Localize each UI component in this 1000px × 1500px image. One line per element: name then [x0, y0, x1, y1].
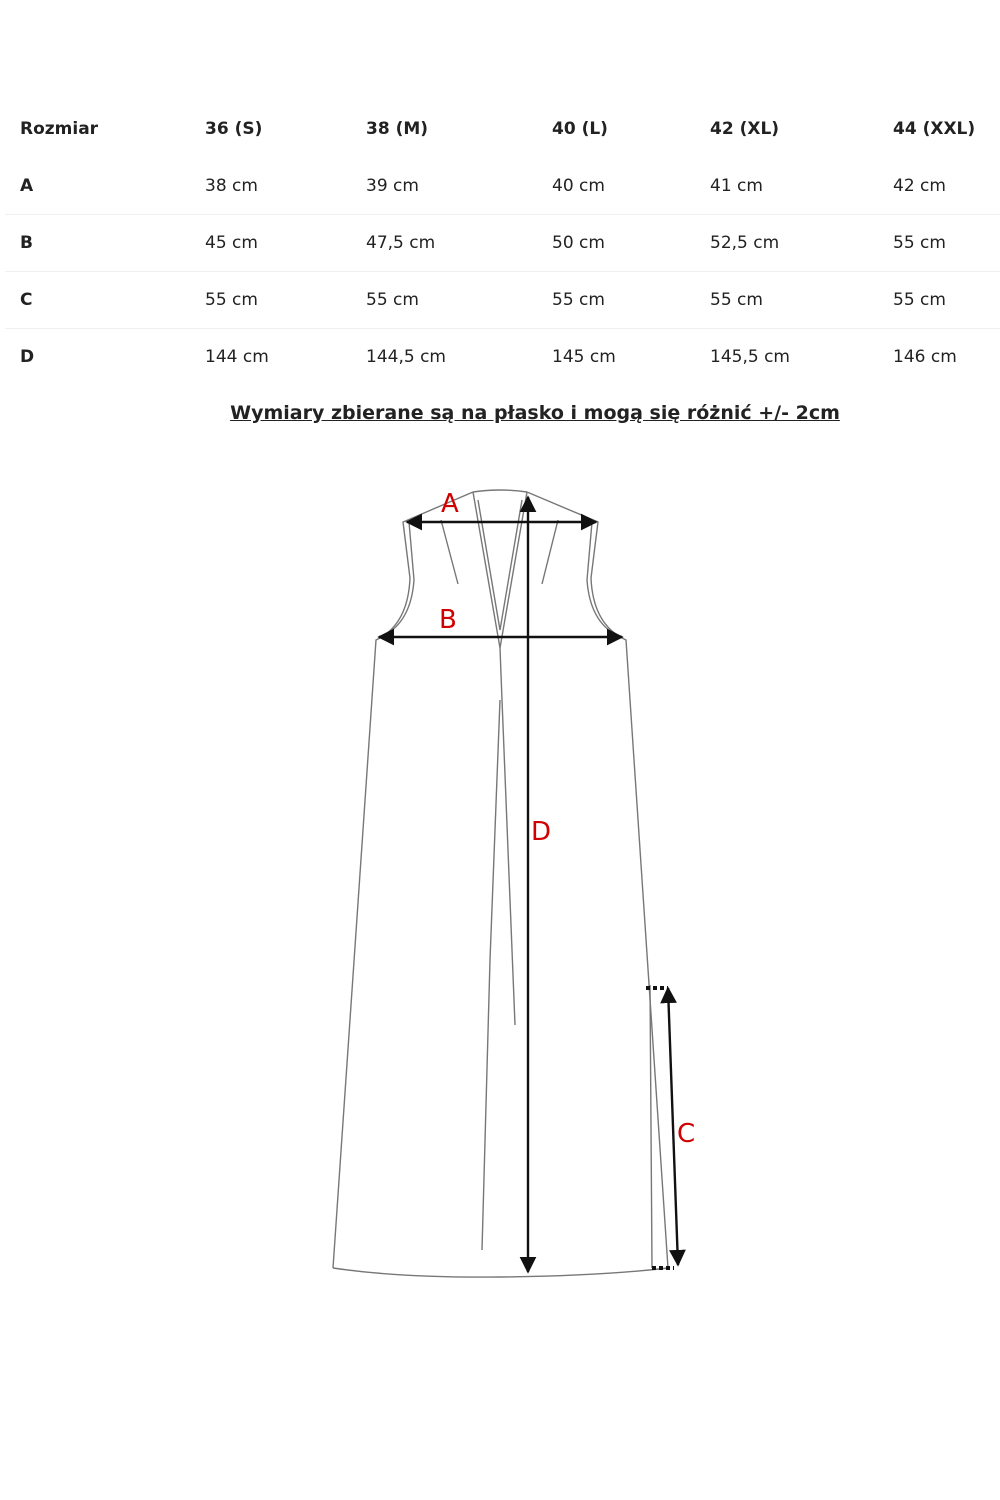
header-size-xxl: 44 (XXL): [893, 119, 976, 139]
row-label: A: [20, 176, 34, 196]
table-cell: 55 cm: [205, 290, 258, 310]
label-a: A: [441, 489, 459, 519]
table-cell: 144,5 cm: [366, 347, 446, 367]
table-cell: 38 cm: [205, 176, 258, 196]
table-cell: 144 cm: [205, 347, 269, 367]
table-cell: 50 cm: [552, 233, 605, 253]
measurement-note: Wymiary zbierane są na płasko i mogą się różnić +/- 2cm: [230, 402, 840, 424]
table-cell: 55 cm: [552, 290, 605, 310]
dress-outline: [333, 490, 668, 1277]
table-cell: 40 cm: [552, 176, 605, 196]
label-d: D: [531, 817, 552, 847]
row-label: B: [20, 233, 33, 253]
table-cell: 42 cm: [893, 176, 946, 196]
label-c: C: [677, 1119, 696, 1149]
table-cell: 39 cm: [366, 176, 419, 196]
table-cell: 41 cm: [710, 176, 763, 196]
table-cell: 146 cm: [893, 347, 957, 367]
table-cell: 55 cm: [893, 233, 946, 253]
table-cell: 145,5 cm: [710, 347, 790, 367]
header-size-s: 36 (S): [205, 119, 263, 139]
table-cell: 47,5 cm: [366, 233, 436, 253]
table-cell: 45 cm: [205, 233, 258, 253]
row-label: D: [20, 347, 35, 367]
label-b: B: [439, 605, 457, 635]
header-rozmiar: Rozmiar: [20, 119, 99, 139]
table-cell: 55 cm: [710, 290, 763, 310]
table-cell: 55 cm: [366, 290, 419, 310]
table-cell: 55 cm: [893, 290, 946, 310]
header-size-l: 40 (L): [552, 119, 608, 139]
table-cell: 145 cm: [552, 347, 616, 367]
header-size-xl: 42 (XL): [710, 119, 780, 139]
header-size-m: 38 (M): [366, 119, 429, 139]
table-cell: 52,5 cm: [710, 233, 780, 253]
row-label: C: [20, 290, 33, 310]
measurement-arrows: [379, 497, 678, 1272]
